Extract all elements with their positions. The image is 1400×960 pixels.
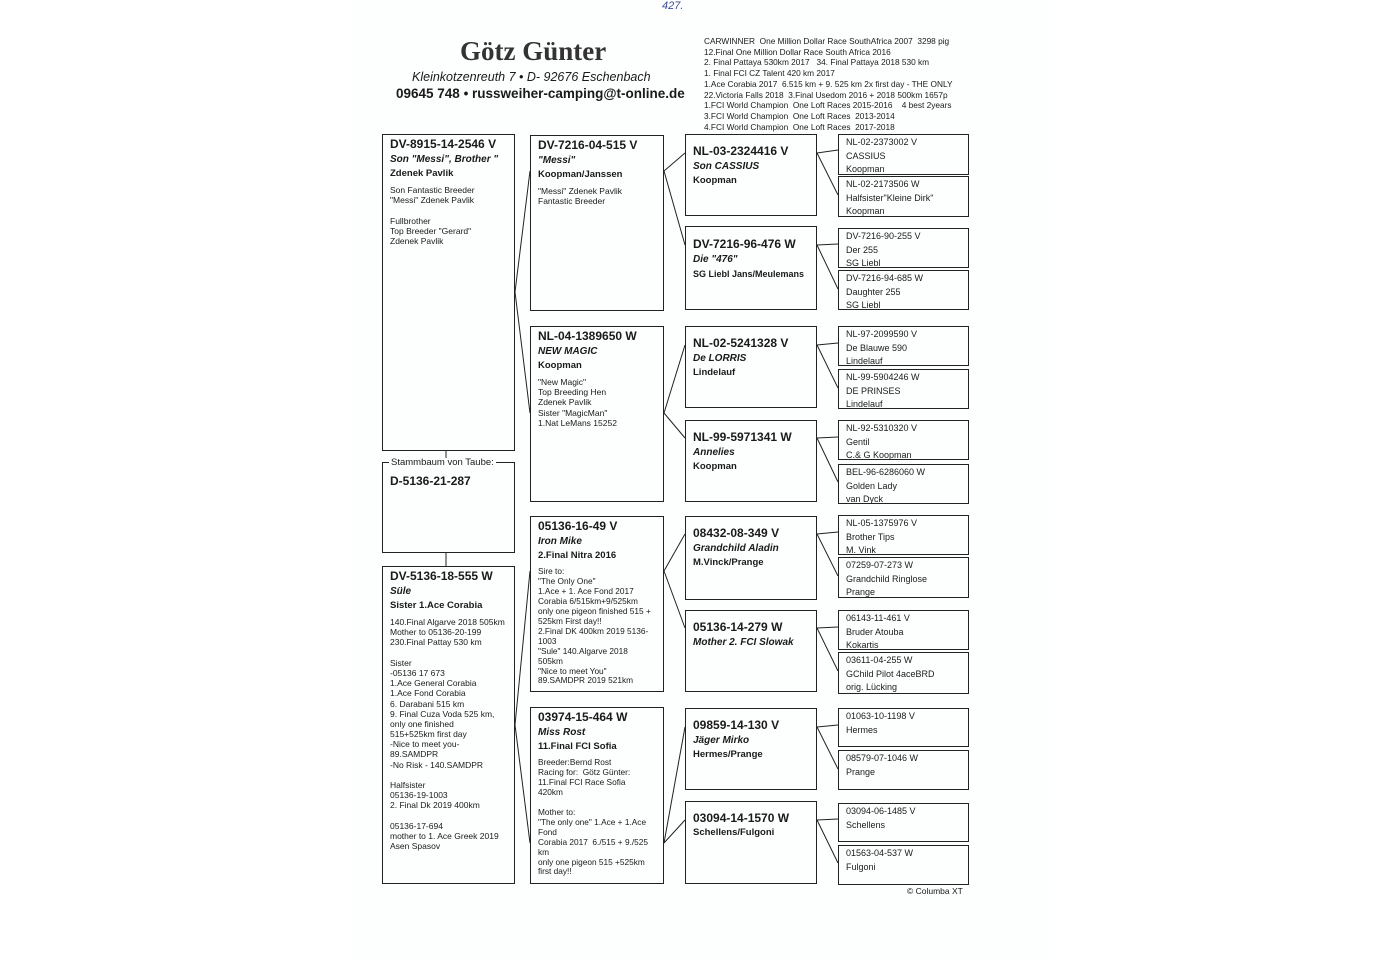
- gen4-owner: Kokartis: [846, 640, 879, 650]
- gen4-card: [838, 369, 969, 409]
- gen4-card: [838, 464, 969, 504]
- subject-ring: D-5136-21-287: [390, 474, 471, 488]
- gen4-name: Daughter 255: [846, 287, 901, 297]
- grandparent-owner: Koopman: [538, 360, 582, 371]
- ggp-name: Die "476": [693, 254, 738, 265]
- gen4-card: [838, 750, 969, 790]
- gen4-name: Halfsister"Kleine Dirk": [846, 193, 934, 203]
- gen4-name: Grandchild Ringlose: [846, 574, 928, 584]
- great-grandparent-card: [685, 801, 817, 884]
- gen4-name: Hermes: [846, 725, 878, 735]
- ggp-owner: Koopman: [693, 175, 737, 186]
- gen4-ring: 08579-07-1046 W: [846, 753, 919, 763]
- gen4-name: DE PRINSES: [846, 386, 901, 396]
- achievement-line: 2. Final Pattaya 530km 2017 34. Final Pattaya 2018 530 km: [704, 57, 930, 68]
- achievement-line: 1.FCI World Champion One Loft Races 2015-2016 4 best 2years: [704, 100, 952, 111]
- gen4-name: Fulgoni: [846, 862, 876, 872]
- gen4-ring: BEL-96-6286060 W: [846, 467, 926, 477]
- gen4-card: [838, 176, 969, 217]
- gen4-ring: 07259-07-273 W: [846, 560, 914, 570]
- ggp-ring: NL-99-5971341 W: [693, 430, 792, 444]
- breeder-name: Götz Günter: [460, 36, 607, 66]
- achievement-line: CARWINNER One Million Dollar Race SouthAfrica 2007 3298 pig: [704, 36, 950, 46]
- ggp-owner: Koopman: [693, 461, 737, 472]
- breeder-contact: 09645 748 • russweiher-camping@t-online.de: [396, 86, 685, 101]
- achievement-line: 1.Ace Corabia 2017 6.515 km + 9. 525 km 2x first day - THE ONLY: [704, 78, 953, 89]
- grandparent-card: [530, 326, 664, 502]
- gen4-owner: M. Vink: [846, 545, 876, 555]
- ggp-ring: 05136-14-279 W: [693, 620, 783, 634]
- gen4-card: [838, 326, 969, 366]
- grandparent-name: Miss Rost: [538, 727, 586, 738]
- grandparent-card: [530, 135, 664, 311]
- great-grandparent-card: [685, 134, 817, 216]
- gen4-owner: Prange: [846, 587, 876, 597]
- gen4-card: [838, 803, 969, 842]
- great-grandparent-card: [685, 610, 817, 692]
- gen4-ring: NL-02-2173506 W: [846, 179, 920, 189]
- dam-ring: DV-5136-18-555 W: [390, 569, 493, 583]
- gen4-card: [838, 420, 969, 460]
- gen4-name: Schellens: [846, 820, 886, 830]
- ggp-name: De LORRIS: [693, 353, 747, 364]
- grandparent-notes: "New Magic" Top Breeding Hen Zdenek Pavlik Sister "MagicMan" 1.Nat LeMans 15252: [538, 377, 617, 428]
- achievement-line: 22.Victoria Falls 2018 3.Final Usedom 2016 + 2018 500km 1657p: [704, 89, 948, 100]
- gen4-card: [838, 515, 969, 555]
- sire-notes: Son Fantastic Breeder "Messi" Zdenek Pavlik Fullbrother Top Breeder "Gerard" Zdenek Pavlik: [390, 185, 475, 246]
- page-number-note: 427.: [662, 0, 684, 12]
- grandparent-notes: Breeder:Bernd Rost Racing for: Götz Günter: 11.Final FCI Race Sofia 420km Mother to: "The only one" 1.Ace + 1.Ace Fond Corabia 2017 6./515 + 9./525 km only one pigeon 515 +525km first day!!: [538, 757, 649, 877]
- gen4-name: Golden Lady: [846, 481, 898, 491]
- achievement-line: 1. Final FCI CZ Talent 420 km 2017: [704, 68, 835, 79]
- dam-owner: Sister 1.Ace Corabia: [390, 600, 483, 611]
- ggp-name: Mother 2. FCI Slowak: [693, 637, 794, 648]
- gen4-ring: NL-05-1375976 V: [846, 518, 918, 528]
- gen4-card: [838, 228, 969, 268]
- grandparent-notes: "Messi" Zdenek Pavlik Fantastic Breeder: [538, 186, 622, 207]
- sire-ring: DV-8915-14-2546 V: [390, 137, 497, 151]
- gen4-ring: NL-92-5310320 V: [846, 423, 918, 433]
- ggp-owner: SG Liebl Jans/Meulemans: [693, 269, 805, 279]
- grandparent-ring: DV-7216-04-515 V: [538, 138, 638, 152]
- pedigree-sheet: [352, 0, 1049, 960]
- gen4-card: [838, 610, 969, 650]
- gen4-ring: NL-97-2099590 V: [846, 329, 918, 339]
- gen4-name: Bruder Atouba: [846, 627, 904, 637]
- ggp-ring: 09859-14-130 V: [693, 718, 780, 732]
- grandparent-owner: 2.Final Nitra 2016: [538, 550, 617, 561]
- grandparent-card: [530, 707, 664, 884]
- gen4-ring: NL-02-2373002 V: [846, 137, 918, 147]
- dam-card: [382, 566, 515, 884]
- gen4-ring: DV-7216-90-255 V: [846, 231, 921, 241]
- great-grandparent-card: [685, 516, 817, 600]
- ggp-owner: Hermes/Prange: [693, 749, 763, 760]
- grandparent-name: Iron Mike: [538, 536, 582, 547]
- grandparent-card: [530, 516, 664, 692]
- gen4-ring: 03611-04-255 W: [846, 655, 913, 665]
- ggp-owner: Schellens/Fulgoni: [693, 827, 775, 838]
- grandparent-owner: Koopman/Janssen: [538, 169, 623, 180]
- gen4-owner: van Dyck: [846, 494, 884, 504]
- gen4-ring: DV-7216-94-685 W: [846, 273, 924, 283]
- gen4-ring: 06143-11-461 V: [846, 613, 910, 623]
- gen4-ring: 01063-10-1198 V: [846, 711, 915, 721]
- great-grandparent-card: [685, 326, 817, 408]
- grandparent-ring: 03974-15-464 W: [538, 710, 628, 724]
- achievement-line: 4.FCI World Champion One Loft Races 2017-2018: [704, 121, 895, 132]
- gen4-name: Der 255: [846, 245, 879, 255]
- ggp-ring: NL-02-5241328 V: [693, 336, 789, 350]
- copyright: © Columba XT: [907, 886, 963, 896]
- gen4-card: [838, 845, 969, 885]
- sire-owner: Zdenek Pavlik: [390, 168, 454, 179]
- grandparent-ring: 05136-16-49 V: [538, 519, 618, 533]
- sire-name: Son "Messi", Brother ": [390, 154, 499, 165]
- grandparent-notes: Sire to: "The Only One" 1.Ace + 1. Ace Fond 2017 Corabia 6/515km+9/525km only one pigeon finished 515 + 525km First day!! 2.Final DK 400km 2019 5136- 1003 "Sule" 140.Algarve 2018 505km "Nice to meet You" 89.SAMDPR 2019 521km: [538, 566, 651, 686]
- sire-card: [382, 134, 515, 451]
- achievement-line: 12.Final One Million Dollar Race South Africa 2016: [704, 46, 891, 57]
- gen4-owner: Koopman: [846, 206, 885, 216]
- grandparent-name: "Messi": [538, 155, 576, 166]
- great-grandparent-card: [685, 226, 817, 310]
- gen4-name: Prange: [846, 767, 876, 777]
- gen4-card: [838, 270, 969, 310]
- ggp-owner: M.Vinck/Prange: [693, 557, 764, 568]
- ggp-owner: Lindelauf: [693, 367, 736, 378]
- gen4-ring: NL-99-5904246 W: [846, 372, 920, 382]
- ggp-name: Grandchild Aladin: [693, 543, 779, 554]
- gen4-owner: Koopman: [846, 164, 885, 174]
- gen4-card: [838, 652, 969, 694]
- grandparent-name: NEW MAGIC: [538, 346, 598, 357]
- ggp-ring: 08432-08-349 V: [693, 526, 780, 540]
- gen4-name: Gentil: [846, 437, 870, 447]
- gen4-card: [838, 708, 969, 747]
- gen4-name: De Blauwe 590: [846, 343, 908, 353]
- ggp-name: Son CASSIUS: [693, 161, 760, 172]
- ggp-name: Jäger Mirko: [693, 735, 750, 746]
- dam-notes: 140.Final Algarve 2018 505km Mother to 05136-20-199 230.Final Pattay 530 km Sister -05136 17 673 1.Ace General Corabia 1.Ace Fond Corabia 6. Darabani 515 km 9. Final Cuza Voda 525 km, only one finished 515+525km first day -Nice to meet you- 89.SAMDPR -No Risk - 140.SAMDPR Halfsister 05136-19-1003 2. Final Dk 2019 400km 05136-17-694 mother to 1. Ace Greek 2019 Asen Spasov: [390, 617, 505, 852]
- dam-name: Süle: [390, 586, 412, 597]
- gen4-name: CASSIUS: [846, 151, 886, 161]
- subject-card: [382, 457, 515, 553]
- ggp-ring: DV-7216-96-476 W: [693, 237, 796, 251]
- subject-label: Stammbaum von Taube:: [391, 457, 494, 468]
- great-grandparent-card: [685, 420, 817, 502]
- gen4-owner: SG Liebl: [846, 300, 881, 310]
- ggp-ring: NL-03-2324416 V: [693, 144, 789, 158]
- gen4-card: [838, 134, 969, 175]
- ggp-ring: 03094-14-1570 W: [693, 811, 790, 825]
- gen4-ring: 03094-06-1485 V: [846, 806, 916, 816]
- gen4-name: Brother Tips: [846, 532, 895, 542]
- gen4-name: GChild Pilot 4aceBRD: [846, 669, 935, 679]
- gen4-card: [838, 557, 969, 598]
- great-grandparent-card: [685, 708, 817, 790]
- gen4-owner: C.& G Koopman: [846, 450, 912, 460]
- ggp-name: Annelies: [693, 447, 735, 458]
- gen4-owner: Lindelauf: [846, 356, 883, 366]
- gen4-owner: SG Liebl: [846, 258, 881, 268]
- gen4-ring: 01563-04-537 W: [846, 848, 914, 858]
- achievement-line: 3.FCI World Champion One Loft Races 2013-2014: [704, 110, 895, 121]
- gen4-owner: orig. Lücking: [846, 682, 898, 692]
- gen4-owner: Lindelauf: [846, 399, 883, 409]
- grandparent-ring: NL-04-1389650 W: [538, 329, 637, 343]
- grandparent-owner: 11.Final FCI Sofia: [538, 741, 617, 752]
- breeder-address: Kleinkotzenreuth 7 • D- 92676 Eschenbach: [412, 70, 651, 84]
